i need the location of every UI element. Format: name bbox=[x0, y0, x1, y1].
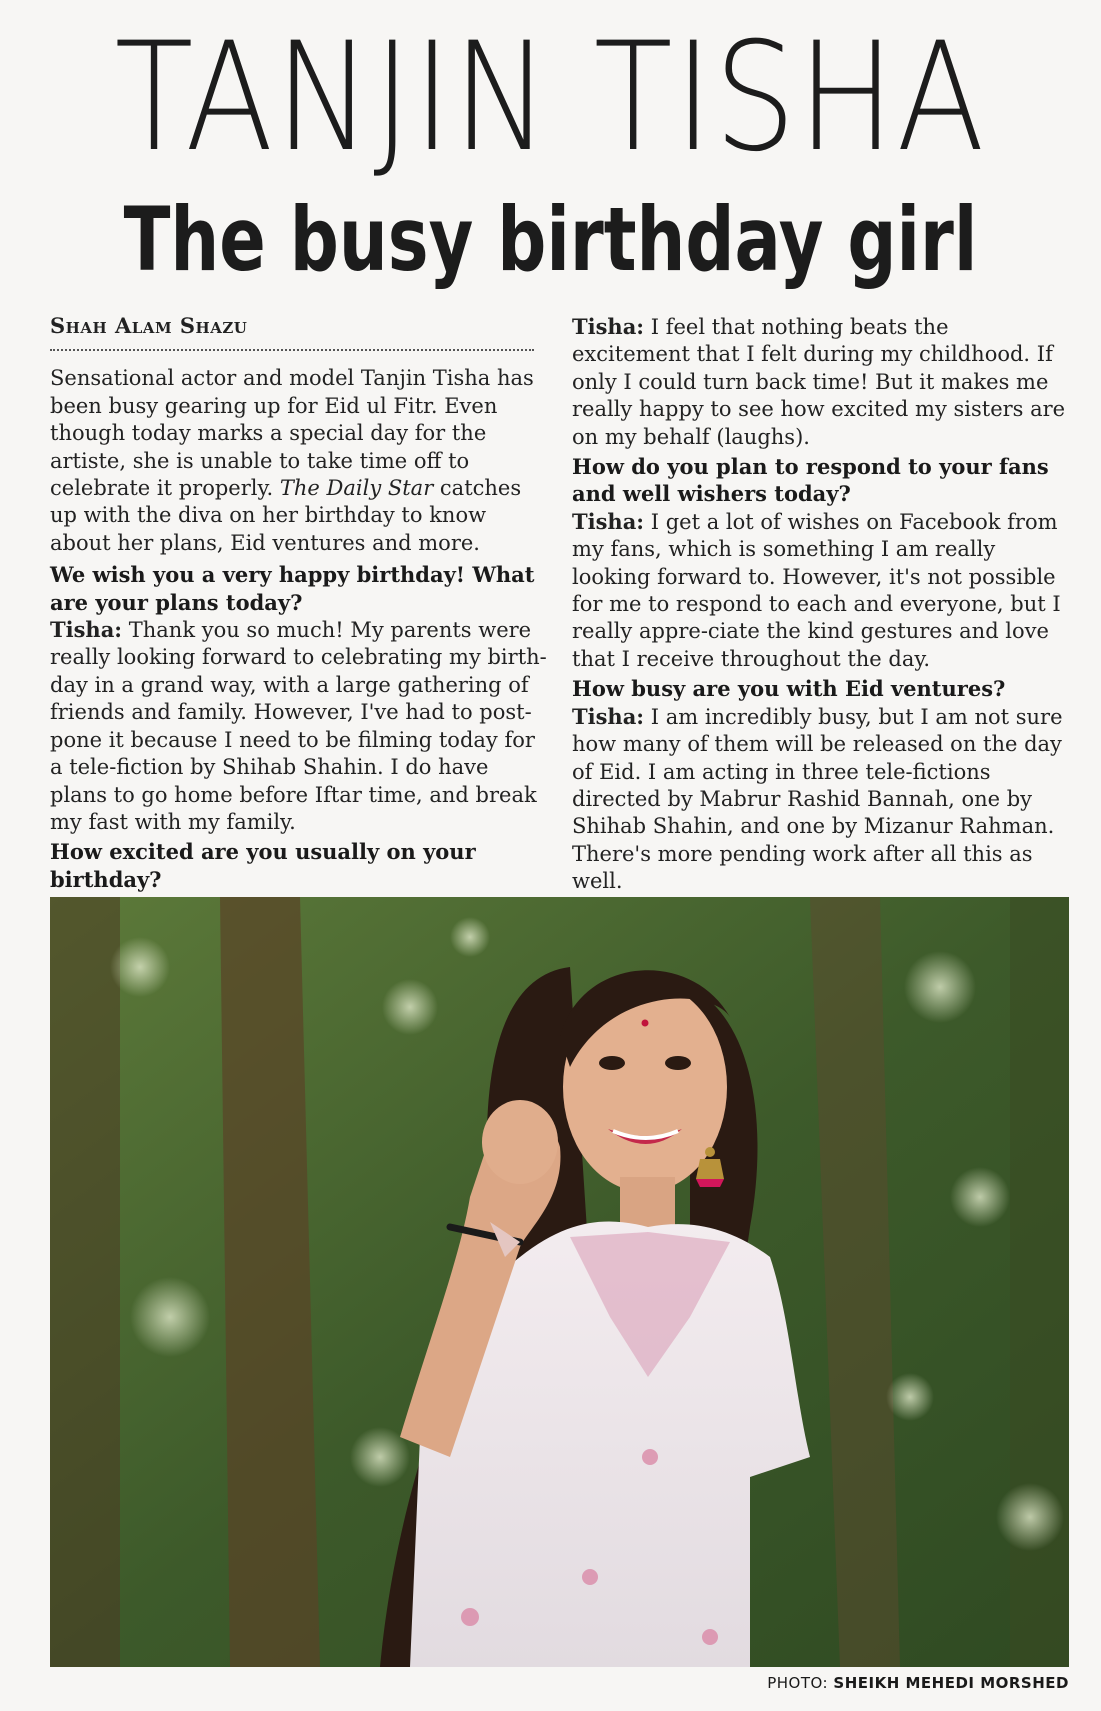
byline-divider bbox=[50, 349, 534, 351]
intro-paragraph bbox=[50, 365, 548, 557]
question-3: How do you plan to respond to your fans and well wishers today? bbox=[572, 454, 1049, 507]
answer-1 bbox=[50, 616, 548, 836]
photo-credit bbox=[767, 1674, 1069, 1692]
speaker-label: Tisha: bbox=[572, 508, 645, 534]
photo-credit-name: SHEIKH MEHEDI MORSHED bbox=[833, 1674, 1069, 1692]
answer-4 bbox=[572, 703, 1072, 896]
subheadline: The busy birthday girl bbox=[123, 188, 978, 291]
answer-4-text: I am incredibly busy, but I am not sure how many of them will be released on the day of Eid. I am acting in three tele-fictions directed by Mabrur Rashid Bannah, one by Shihab Shahin, and one by Mizanur Rahman. There's more pending work after all this as well. bbox=[572, 704, 1063, 894]
question-1: We wish you a very happy birthday! What are your plans today? bbox=[50, 562, 535, 615]
speaker-label: Tisha: bbox=[572, 703, 645, 729]
publication-name: The Daily Star bbox=[279, 476, 434, 501]
answer-1-text: Thank you so much! My parents were really looking forward to celebrating my birth-day in a grand way, with a large gathering of friends and family. However, I've had to post-pone it because I need to be filming today for a tele-fiction by Shihab Shahin. I do have plans to go home before Iftar time, and break my fast with my family. bbox=[50, 618, 547, 834]
portrait-illustration bbox=[50, 897, 1069, 1667]
intro-text-end: catches up with the diva on her birthday to know about her plans, Eid ventures and more. bbox=[50, 476, 522, 555]
speaker-label: Tisha: bbox=[572, 314, 645, 339]
portrait-photo bbox=[50, 897, 1069, 1667]
question-2: How excited are you usually on your birthday? bbox=[50, 839, 476, 892]
answer-2 bbox=[572, 313, 1072, 451]
question-4: How busy are you with Eid ventures? bbox=[572, 676, 1006, 702]
answer-3-text: I get a lot of wishes on Facebook from my fans, which is something I am really looking forward to. However, it's not possible for me to respond to each and everyone, but I really appre-ciate the kind gestures and love that I receive throughout the day. bbox=[572, 509, 1061, 671]
speaker-label: Tisha: bbox=[50, 617, 123, 643]
answer-3 bbox=[572, 508, 1072, 673]
byline: Shah Alam Shazu bbox=[50, 313, 248, 338]
answer-2-text: I feel that nothing beats the excitement that I felt during my childhood. If only I could turn back time! But it makes me really happy to see how excited my sisters are on my behalf (laughs). bbox=[572, 315, 1066, 449]
intro-text-start: Sensational actor and model Tanjin Tisha has been busy gearing up for Eid ul Fitr. Even though today marks a special day for the artiste, she is unable to take time off to celebrate it properly. bbox=[50, 366, 534, 501]
headline: TANJIN TISHA bbox=[114, 11, 987, 185]
right-column bbox=[572, 313, 1072, 896]
left-column bbox=[50, 312, 548, 893]
photo-credit-label: PHOTO: bbox=[767, 1674, 829, 1692]
